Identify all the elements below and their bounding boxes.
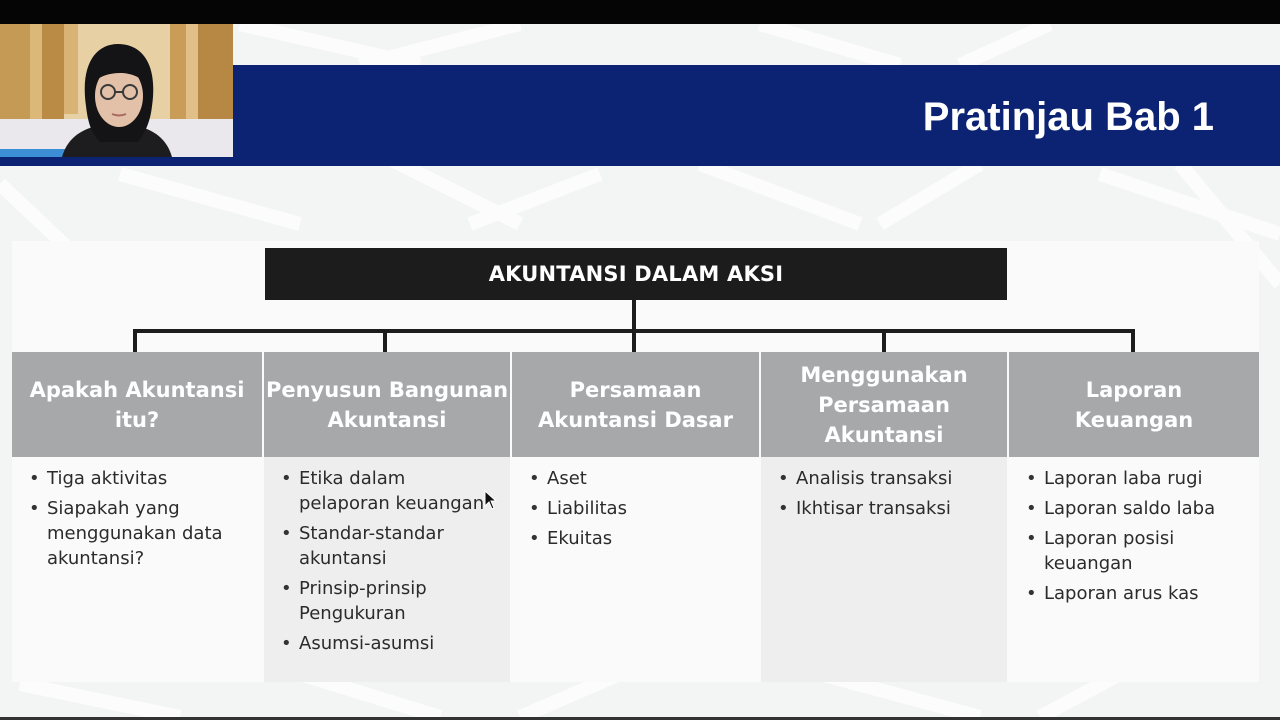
list-item — [1024, 466, 1249, 491]
list-item-text: Laporan laba rugi — [1044, 468, 1203, 489]
top-bar — [0, 0, 1280, 24]
column-body-financial-statements — [1009, 457, 1259, 682]
column-header-what-is-accounting — [12, 352, 262, 457]
list-item-text: Prinsip-prinsip Pengukuran — [299, 578, 427, 624]
column-header-label: Persamaan Akuntansi Dasar — [538, 377, 733, 432]
column-header-building-blocks — [264, 352, 510, 457]
bullet-icon: • — [281, 523, 292, 544]
root-node — [265, 248, 1007, 300]
bullet-icon: • — [778, 468, 789, 489]
column-body-basic-equation — [512, 457, 759, 682]
column-body-building-blocks — [264, 457, 510, 682]
list-item — [279, 631, 500, 656]
bullet-list — [1024, 466, 1249, 606]
bullet-icon: • — [281, 633, 292, 654]
column-body-using-equation — [761, 457, 1007, 682]
bullet-icon: • — [29, 468, 40, 489]
list-item — [1024, 496, 1249, 521]
bullet-icon: • — [281, 468, 292, 489]
column-header-financial-statements — [1009, 352, 1259, 457]
list-item-text: Standar-standar akuntansi — [299, 523, 444, 569]
list-item-text: Analisis transaksi — [796, 468, 953, 489]
bullet-icon: • — [778, 498, 789, 519]
list-item — [279, 576, 500, 626]
bullet-icon: • — [281, 578, 292, 599]
column-header-label: Menggunakan Persamaan Akuntansi — [800, 362, 968, 447]
list-item — [776, 466, 997, 491]
column-body-what-is-accounting — [12, 457, 262, 682]
list-item — [1024, 526, 1249, 576]
list-item-text: Ikhtisar transaksi — [796, 498, 951, 519]
list-item — [776, 496, 997, 521]
list-item-text: Laporan posisi keuangan — [1044, 528, 1175, 574]
list-item — [279, 521, 500, 571]
presenter-image — [0, 24, 233, 157]
list-item-text: Laporan saldo laba — [1044, 498, 1216, 519]
org-chart — [12, 241, 1259, 682]
root-node-label: AKUNTANSI DALAM AKSI — [488, 262, 784, 286]
list-item-text: Laporan arus kas — [1044, 583, 1199, 604]
list-item — [27, 496, 252, 571]
slide-title: Pratinjau Bab 1 — [922, 95, 1214, 139]
list-item — [279, 466, 500, 516]
list-item — [527, 526, 749, 551]
bullet-icon: • — [529, 528, 540, 549]
bullet-icon: • — [1026, 498, 1037, 519]
list-item-text: Tiga aktivitas — [47, 468, 168, 489]
list-item — [527, 466, 749, 491]
bullet-icon: • — [529, 468, 540, 489]
list-item — [527, 496, 749, 521]
bullet-icon: • — [1026, 528, 1037, 549]
list-item-text: Ekuitas — [547, 528, 613, 549]
bullet-list — [527, 466, 749, 551]
column-header-label: Laporan Keuangan — [1074, 377, 1194, 432]
column-header-label: Penyusun Bangunan Akuntansi — [265, 377, 509, 432]
list-item — [1024, 581, 1249, 606]
bullet-list — [279, 466, 500, 656]
list-item-text: Aset — [547, 468, 587, 489]
bullet-icon: • — [1026, 583, 1037, 604]
mouse-pointer-icon — [484, 490, 498, 510]
list-item-text: Etika dalam pelaporan keuangan — [299, 468, 485, 514]
column-header-label: Apakah Akuntansi itu? — [29, 377, 245, 432]
bullet-icon: • — [1026, 468, 1037, 489]
list-item-text: Liabilitas — [547, 498, 627, 519]
list-item — [27, 466, 252, 491]
bullet-icon: • — [529, 498, 540, 519]
list-item-text: Asumsi-asumsi — [299, 633, 435, 654]
presenter-webcam-video[interactable] — [0, 24, 233, 157]
column-header-using-equation — [761, 352, 1007, 457]
bullet-icon: • — [29, 498, 40, 519]
column-header-basic-equation — [512, 352, 759, 457]
list-item-text: Siapakah yang menggunakan data akuntansi? — [47, 498, 223, 569]
bullet-list — [776, 466, 997, 521]
bullet-list — [27, 466, 252, 571]
